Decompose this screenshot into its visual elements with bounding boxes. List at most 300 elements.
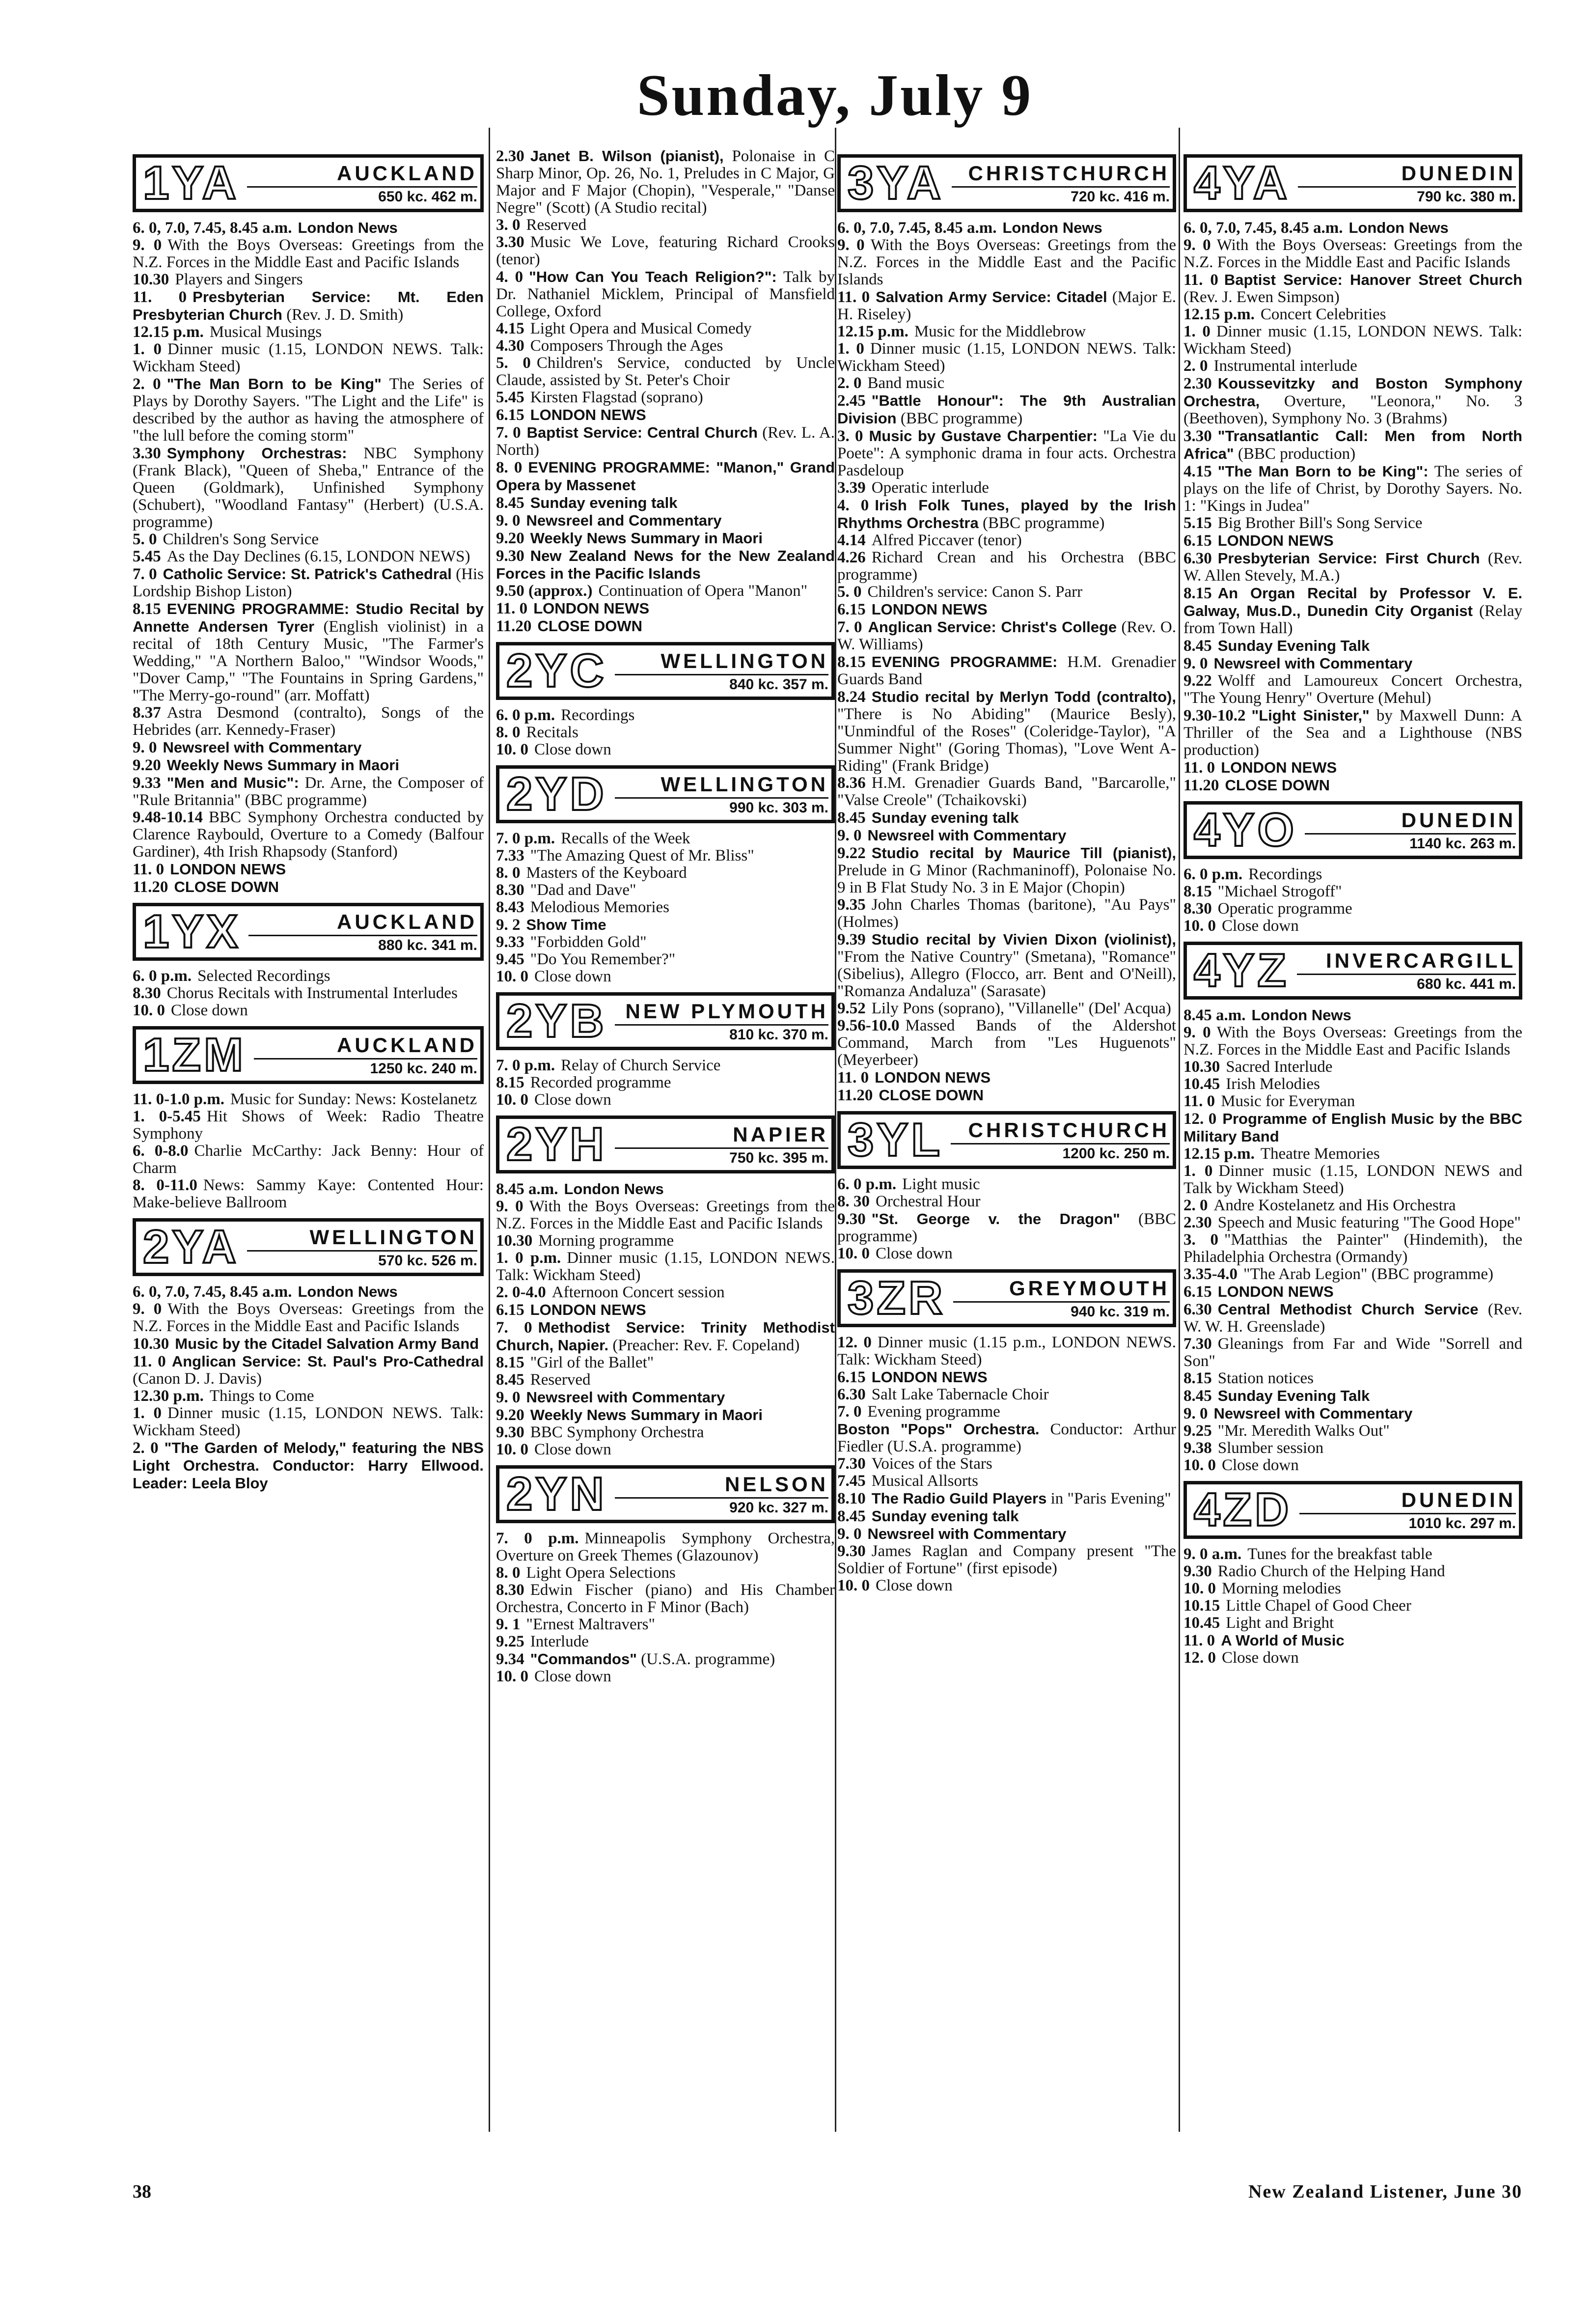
programme-entry (1183, 1301, 1522, 1336)
entry-time: 8.15 (1183, 1369, 1212, 1387)
entry-title: London News (564, 1180, 664, 1198)
entry-title: Weekly News Summary in Maori (530, 1406, 763, 1423)
programme-entry (837, 237, 1176, 288)
entry-title: Janet B. Wilson (pianist), (530, 147, 724, 165)
station-city: GREYMOUTH (953, 1277, 1170, 1303)
entry-time: 8. 0-11.0 (133, 1176, 197, 1194)
entry-text: Music We Love, featuring Richard Crooks (tenor) (496, 233, 835, 268)
programme-entry (496, 1284, 835, 1301)
station-info (611, 1000, 828, 1043)
programme-entry (496, 865, 835, 882)
programme-entry (837, 1000, 1176, 1017)
entry-text: "Mr. Meredith Walks Out" (1217, 1422, 1390, 1440)
programme-entry (837, 1577, 1176, 1594)
entry-time: 8.45 (837, 1507, 866, 1525)
programme-entry (496, 1564, 835, 1582)
entry-text: Composers Through the Ages (530, 337, 723, 355)
entry-text: Light music (902, 1175, 980, 1193)
entry-text: Recalls of the Week (561, 830, 690, 847)
entry-text: Close down (1222, 1456, 1299, 1474)
entry-time: 1. 0 (1183, 323, 1211, 340)
entry-time: 9.30-10.2 (1183, 707, 1246, 725)
programme-entry (496, 882, 835, 899)
entry-text: Wolff and Lamoureux Concert Orchestra, "The Young Henry" Overture (Mehul) (1183, 672, 1522, 707)
programme-entry (837, 1490, 1176, 1507)
entry-time: 10. 0 (496, 1668, 528, 1685)
entry-time: 6.30 (1183, 550, 1212, 567)
station-frequency: 940 kc. 319 m. (1071, 1303, 1170, 1320)
entry-time: 8.15 (133, 600, 161, 618)
programme-entry (1183, 866, 1522, 883)
station-header (496, 1465, 835, 1523)
programme-entry (1183, 1649, 1522, 1667)
station-info (947, 1118, 1170, 1162)
programme-entry (837, 618, 1176, 653)
programme-entry (496, 406, 835, 424)
station-city: WELLINGTON (247, 1226, 477, 1252)
entry-time: 9. 0 (496, 1389, 521, 1406)
entry-time: 8.30 (133, 984, 161, 1002)
entry-text: With the Boys Overseas: Greetings from the N.Z. Forces in the Middle East and Pacific Islands (1183, 236, 1522, 271)
programme-entry (837, 1525, 1176, 1543)
entry-text: Recorded programme (530, 1074, 671, 1091)
entry-text: (BBC programme) (982, 514, 1105, 532)
entry-text: Conductor: Arthur Fiedler (U.S.A. programme) (837, 1421, 1176, 1455)
entry-title: Studio recital by Maurice Till (pianist), (871, 844, 1176, 862)
programme-entry (1183, 237, 1522, 271)
entry-time: 6.15 (837, 1368, 866, 1386)
page-title: Sunday, July 9 (636, 62, 1033, 128)
entry-time: 9. 0 (1183, 655, 1208, 672)
programme-entry (133, 1388, 484, 1405)
entry-title: Sunday evening talk (871, 809, 1019, 826)
entry-text: Band music (867, 374, 945, 392)
entry-time: 6. 0, 7.0, 7.45, 8.45 a.m. (133, 1283, 292, 1301)
programme-entry (1183, 427, 1522, 463)
programme-entry (496, 1319, 835, 1354)
entry-time: 10.45 (1183, 1614, 1220, 1632)
programme-entry (1183, 585, 1522, 637)
station-info (949, 1277, 1170, 1320)
programme-entry (496, 583, 835, 600)
programme-entry (1183, 1006, 1522, 1024)
station-info (245, 910, 477, 954)
entry-time: 9.25 (1183, 1422, 1212, 1440)
station-callsign: 3YL (848, 1114, 943, 1166)
entry-time: 2.30 (1183, 375, 1212, 392)
entry-time: 8.36 (837, 774, 866, 792)
entry-text: The series of plays on the life of Christ, by Dorothy Sayers. No. 1: "Kings in Judea" (1183, 463, 1522, 515)
entry-text: Close down (1222, 917, 1299, 935)
programme-entry (133, 1439, 484, 1492)
programme-entry (1183, 707, 1522, 759)
station-callsign: 2YD (506, 768, 607, 820)
programme-entry (837, 775, 1176, 809)
entry-time: 2. 0 (1183, 357, 1208, 375)
entry-time: 6.30 (1183, 1301, 1212, 1318)
entry-text: (Rev. W. Allen Stevely, M.A.) (1183, 550, 1522, 585)
entry-time: 1. 0 p.m. (496, 1249, 561, 1267)
entry-time: 2.30 (1183, 1214, 1212, 1231)
station-info (611, 1123, 828, 1167)
station-info (1295, 1488, 1516, 1532)
entry-text: Lily Pons (soprano), "Villanelle" (Del' Acqua) (871, 1000, 1171, 1017)
station-frequency: 650 kc. 462 m. (378, 188, 477, 205)
programme-entry (1183, 1563, 1522, 1580)
programme-entry (133, 237, 484, 271)
entry-time: 10.15 (1183, 1597, 1220, 1615)
entry-text: Masters of the Keyboard (526, 864, 687, 882)
programme-entry (1183, 1580, 1522, 1597)
entry-time: 9.33 (133, 774, 161, 792)
entry-text: (Rev. J. Ewen Simpson) (1183, 288, 1340, 306)
station-header (1183, 154, 1522, 212)
entry-time: 9.34 (496, 1650, 524, 1668)
programme-entry (837, 323, 1176, 340)
programme-entry (837, 427, 1176, 479)
programme-entry (133, 1335, 484, 1353)
station-callsign: 2YN (506, 1468, 607, 1520)
entry-time: 11. 0 (133, 288, 187, 306)
entry-time: 8.30 (1183, 900, 1212, 918)
programme-entry (133, 968, 484, 985)
programme-entry (133, 878, 484, 896)
station-header (1183, 942, 1522, 1000)
programme-entry (496, 337, 835, 355)
station-block (133, 903, 484, 1019)
programme-entry (133, 600, 484, 704)
entry-text: With the Boys Overseas: Greetings from the N.Z. Forces in the Middle East and the Pacific Islands (837, 236, 1176, 288)
programme-entry (837, 809, 1176, 827)
entry-text: Continuation of Opera "Manon" (598, 582, 808, 600)
entry-title: LONDON NEWS (1221, 759, 1337, 776)
programme-entry (496, 530, 835, 547)
entry-time: 9.22 (1183, 672, 1212, 690)
entry-title: Sunday evening talk (871, 1507, 1019, 1525)
programme-entry (133, 704, 484, 739)
entry-time: 9.52 (837, 1000, 866, 1017)
column-divider (835, 128, 836, 2132)
entry-text: Interlude (530, 1633, 589, 1650)
entry-time: 11.20 (133, 878, 168, 896)
entry-text: Dinner music (1.15, LONDON NEWS. Talk: Wickham Steed) (133, 340, 484, 375)
entry-text: Morning programme (538, 1232, 674, 1250)
entry-time: 5.45 (133, 548, 161, 565)
entry-time: 8.45 a.m. (1183, 1006, 1246, 1024)
programme-entry (496, 934, 835, 951)
programme-entry (837, 1507, 1176, 1525)
entry-title: CLOSE DOWN (1225, 777, 1330, 794)
programme-entry (837, 827, 1176, 844)
entry-text: Station notices (1217, 1369, 1314, 1387)
station-callsign: 1YA (143, 157, 239, 209)
station-header (496, 765, 835, 823)
station-frequency: 880 kc. 341 m. (378, 937, 477, 953)
programme-entry (1183, 1197, 1522, 1214)
entry-time: 6.15 (837, 601, 866, 618)
entry-time: 9. 0 (837, 236, 865, 254)
programme-entry (1183, 375, 1522, 427)
entry-title: "St. George v. the Dragon" (871, 1210, 1120, 1227)
programme-entry (496, 1074, 835, 1091)
entry-text: (U.S.A. programme) (641, 1650, 775, 1668)
entry-time: 5.15 (1183, 514, 1212, 532)
entry-title: Programme of English Music by the BBC Military Band (1183, 1110, 1522, 1145)
entry-text: Astra Desmond (contralto), Songs of the Hebrides (arr. Kennedy-Fraser) (133, 704, 484, 739)
entry-text: Slumber session (1217, 1439, 1324, 1457)
entry-time: 2. 0-4.0 (496, 1283, 546, 1301)
entry-time: 4. 0 (837, 497, 869, 514)
entry-time: 2. 0 (1183, 1197, 1208, 1214)
station-callsign: 1ZM (143, 1029, 246, 1081)
entry-text: Kirsten Flagstad (soprano) (530, 389, 703, 406)
entry-time: 10. 0 (1183, 917, 1216, 935)
programme-entry (1183, 655, 1522, 672)
station-callsign: 3ZR (848, 1272, 946, 1324)
entry-text: Andre Kostelanetz and His Orchestra (1213, 1197, 1456, 1214)
entry-time: 10. 0 (496, 1091, 528, 1109)
entry-text: "Dad and Dave" (530, 881, 636, 899)
station-block (496, 1116, 835, 1458)
column-2 (496, 147, 835, 2122)
programme-entry (133, 531, 484, 548)
entry-time: 10. 0 (496, 968, 528, 985)
entry-title: CLOSE DOWN (537, 617, 642, 635)
entry-time: 6. 0 p.m. (133, 967, 192, 985)
entry-title: Music by Gustave Charpentier: (869, 427, 1098, 445)
programme-entry (133, 1405, 484, 1439)
entry-time: 11. 0 (496, 600, 528, 617)
programme-entry (133, 1283, 484, 1301)
entry-text: Dinner music (1.15, LONDON NEWS. Talk: Wickham Steed) (496, 1249, 835, 1284)
station-callsign: 4YO (1194, 804, 1297, 856)
programme-entry (837, 549, 1176, 584)
station-header (133, 1218, 484, 1276)
station-callsign: 2YA (143, 1221, 239, 1273)
station-frequency: 1140 kc. 263 m. (1409, 835, 1516, 852)
station-header (837, 1111, 1176, 1169)
entry-title: Presbyterian Service: Mt. Eden Presbyterian Church (133, 288, 484, 323)
entry-text: (Rev. W. W. H. Greenslade) (1183, 1301, 1522, 1336)
entry-text: "The Amazing Quest of Mr. Bliss" (530, 847, 754, 865)
station-info (250, 1033, 477, 1077)
entry-text: Radio Church of the Helping Hand (1217, 1562, 1445, 1580)
programme-entry (837, 1087, 1176, 1104)
page-number: 38 (133, 2181, 151, 2202)
entry-time: 10.30 (133, 271, 169, 288)
entry-time: 8.15 (1183, 883, 1212, 900)
entry-text: "The Arab Legion" (BBC programme) (1243, 1265, 1493, 1283)
programme-entry (133, 341, 484, 375)
entry-title: Show Time (526, 916, 606, 933)
entry-text: Dinner music (1.15, LONDON NEWS and Talk by Wickham Steed) (1183, 1162, 1522, 1197)
programme-entry (1183, 1266, 1522, 1283)
station-callsign: 4ZD (1194, 1483, 1292, 1536)
programme-entry (1183, 306, 1522, 323)
programme-entry (496, 1232, 835, 1250)
programme-entry (496, 512, 835, 530)
entry-title: "The Man Born to be King": (1217, 463, 1429, 480)
entry-time: 8.15 (837, 653, 866, 671)
entry-time: 11. 0 (837, 288, 870, 306)
entry-text: Musical Allsorts (871, 1472, 979, 1490)
entry-time: 6. 0, 7.0, 7.45, 8.45 a.m. (133, 219, 292, 237)
entry-text: BBC Symphony Orchestra conducted by Clarence Raybould, Overture to a Comedy (Balfour Gardiner), 4th Irish Rhapsody (Stanford) (133, 809, 484, 861)
station-city: NELSON (615, 1473, 828, 1499)
programme-entry (496, 899, 835, 916)
programme-entry (496, 951, 835, 968)
column-divider (489, 128, 490, 2132)
programme-entry (496, 268, 835, 320)
entry-title: Catholic Service: St. Patrick's Cathedral (163, 565, 452, 583)
entry-time: 8.43 (496, 898, 524, 916)
entry-time: 8.30 (496, 1581, 524, 1599)
entry-title: Central Methodist Church Service (1217, 1301, 1479, 1318)
entry-title: Koussevitzky and Boston Symphony Orchestra, (1183, 375, 1522, 410)
station-block (1183, 801, 1522, 935)
entry-text: (English violinist) in a recital of 18th Century Music, "The Farmer's Wedding," "A Northern Baloo," "Windsor Woods," "Dover Camp," "The Fountains in Spring Gardens," "The Merry-go-round" (arr. Moffatt) (133, 618, 484, 704)
entry-text: Little Chapel of Good Cheer (1226, 1597, 1411, 1615)
station-frequency: 790 kc. 380 m. (1417, 188, 1516, 205)
entry-title: LONDON NEWS (530, 1301, 646, 1318)
entry-text: (BBC programme) (900, 410, 1023, 427)
entry-text: Close down (1222, 1649, 1299, 1667)
programme-entry (1183, 1405, 1522, 1422)
entry-text: Talk by Dr. Nathaniel Micklem, Principal of Mansfield College, Oxford (496, 268, 835, 320)
programme-entry (837, 219, 1176, 237)
entry-time: 9.30 (1183, 1562, 1212, 1580)
entry-text: Recordings (1248, 865, 1322, 883)
entry-text: (BBC production) (1238, 445, 1356, 463)
station-frequency: 1200 kc. 250 m. (1062, 1145, 1170, 1162)
entry-time: 10. 0 (1183, 1456, 1216, 1474)
entry-time: 7. 0 p.m. (496, 830, 555, 847)
programme-entry (1183, 672, 1522, 707)
entry-text: Music for Sunday: News: Kostelanetz (230, 1090, 477, 1108)
entry-text: Close down (534, 968, 611, 985)
entry-time: 8.24 (837, 688, 866, 706)
entry-time: 8. 30 (837, 1193, 870, 1210)
entry-time: 7. 0 (837, 1403, 862, 1421)
entry-time: 9.22 (837, 844, 866, 862)
entry-time: 9.20 (133, 756, 161, 774)
entry-text: Close down (876, 1577, 953, 1594)
entry-time: 9.45 (496, 950, 524, 968)
entry-time: 9.30 (837, 1542, 866, 1560)
entry-title: Presbyterian Service: First Church (1217, 550, 1480, 567)
entry-time: 6. 0 p.m. (496, 706, 555, 724)
entry-text: Instrumental interlude (1213, 357, 1357, 375)
station-city: WELLINGTON (615, 649, 828, 675)
station-city: WELLINGTON (615, 773, 828, 799)
station-frequency: 720 kc. 416 m. (1071, 188, 1170, 205)
entry-time: 9. 0 (133, 739, 157, 756)
entry-time: 8.45 (496, 1371, 524, 1389)
station-city: CHRISTCHURCH (951, 1118, 1170, 1144)
entry-text: Reserved (530, 1371, 591, 1389)
entry-text: Children's Service, conducted by Uncle Claude, assisted by St. Peter's Choir (496, 354, 835, 389)
entry-time: 11.20 (1183, 777, 1219, 794)
entry-time: 2. 0 (133, 375, 161, 393)
entry-time: 9.20 (496, 1406, 524, 1424)
entry-time: 1. 0 (1183, 1162, 1213, 1180)
entry-text: The Series of Plays by Dorothy Sayers. "The Light and the Life" is described by the author as having the atmosphere of "the lull before the coming storm" (133, 375, 484, 445)
entry-text: Recordings (561, 706, 635, 724)
programme-entry (496, 1371, 835, 1389)
entry-time: 9.30 (496, 547, 524, 565)
programme-entry (133, 774, 484, 809)
entry-text: Selected Recordings (197, 967, 330, 985)
programme-entry (837, 392, 1176, 427)
entry-text: John Charles Thomas (baritone), "Au Pays" (Holmes) (837, 896, 1176, 931)
entry-text: H.M. Grenadier Guards Band, "Barcarolle," "Valse Creole" (Tchaikovski) (837, 774, 1176, 809)
entry-title: Baptist Service: Hanover Street Church (1224, 271, 1522, 288)
entry-text: Music for the Middlebrow (914, 323, 1086, 340)
station-info (948, 162, 1170, 205)
entry-time: 7. 0 (837, 618, 862, 636)
entry-time: 7.45 (837, 1472, 866, 1490)
entry-text: Dinner music (1.15, LONDON NEWS. Talk: Wickham Steed) (1183, 323, 1522, 358)
entry-text: Close down (534, 741, 611, 758)
entry-time: 3.35-4.0 (1183, 1265, 1238, 1283)
programme-entry (496, 968, 835, 985)
entry-title: A World of Music (1221, 1632, 1345, 1649)
station-info (1294, 162, 1516, 205)
entry-time: 11. 0 (133, 861, 165, 878)
station-city: NEW PLYMOUTH (615, 1000, 828, 1026)
entry-title: "Transatlantic Call: Men from North Africa" (1183, 427, 1522, 462)
entry-time: 10. 0 (1183, 1580, 1216, 1597)
programme-entry (837, 340, 1176, 375)
station-city: NAPIER (615, 1123, 828, 1149)
entry-text: "Do You Remember?" (530, 950, 676, 968)
station-info (243, 162, 477, 205)
programme-entry (133, 324, 484, 341)
programme-entry (1183, 219, 1522, 237)
entry-time: 10.30 (496, 1232, 533, 1250)
entry-text: Sacred Interlude (1226, 1058, 1333, 1076)
entry-time: 9.30 (837, 1210, 866, 1228)
entry-time: 8.37 (133, 704, 161, 722)
entry-time: 4. 0 (496, 268, 523, 286)
station-city: DUNEDIN (1305, 809, 1516, 835)
programme-entry (496, 494, 835, 512)
station-city: AUCKLAND (248, 910, 477, 936)
entry-title: Newsreel with Commentary (163, 739, 362, 756)
entry-text: Edwin Fischer (piano) and His Chamber Orchestra, Concerto in F Minor (Bach) (496, 1581, 835, 1616)
entry-text: Chorus Recitals with Instrumental Interludes (166, 984, 458, 1002)
entry-time: 4.15 (1183, 463, 1212, 480)
entry-title: Weekly News Summary in Maori (166, 756, 399, 774)
station-block (837, 1111, 1176, 1262)
entry-title: Studio recital by Merlyn Todd (contralto), (871, 688, 1176, 705)
programme-entry (1183, 1214, 1522, 1231)
programme-entry (837, 896, 1176, 931)
programme-entry (496, 1650, 835, 1668)
entry-text: With the Boys Overseas: Greetings from the N.Z. Forces in the Middle East and Pacific Islands (133, 236, 484, 271)
entry-text: BBC Symphony Orchestra (530, 1423, 704, 1441)
entry-text: Dr. Arne, the Composer of "Rule Britannia" (BBC programme) (133, 774, 484, 809)
programme-entry (1183, 323, 1522, 358)
station-frequency: 920 kc. 327 m. (729, 1499, 828, 1516)
entry-title: The Radio Guild Players (871, 1490, 1047, 1507)
entry-time: 6.15 (1183, 1283, 1212, 1301)
column-3 (837, 147, 1176, 2122)
programme-entry (837, 1069, 1176, 1087)
entry-time: 10. 0 (496, 741, 528, 758)
entry-time: 3. 0 (837, 427, 863, 445)
programme-entry (1183, 1163, 1522, 1197)
